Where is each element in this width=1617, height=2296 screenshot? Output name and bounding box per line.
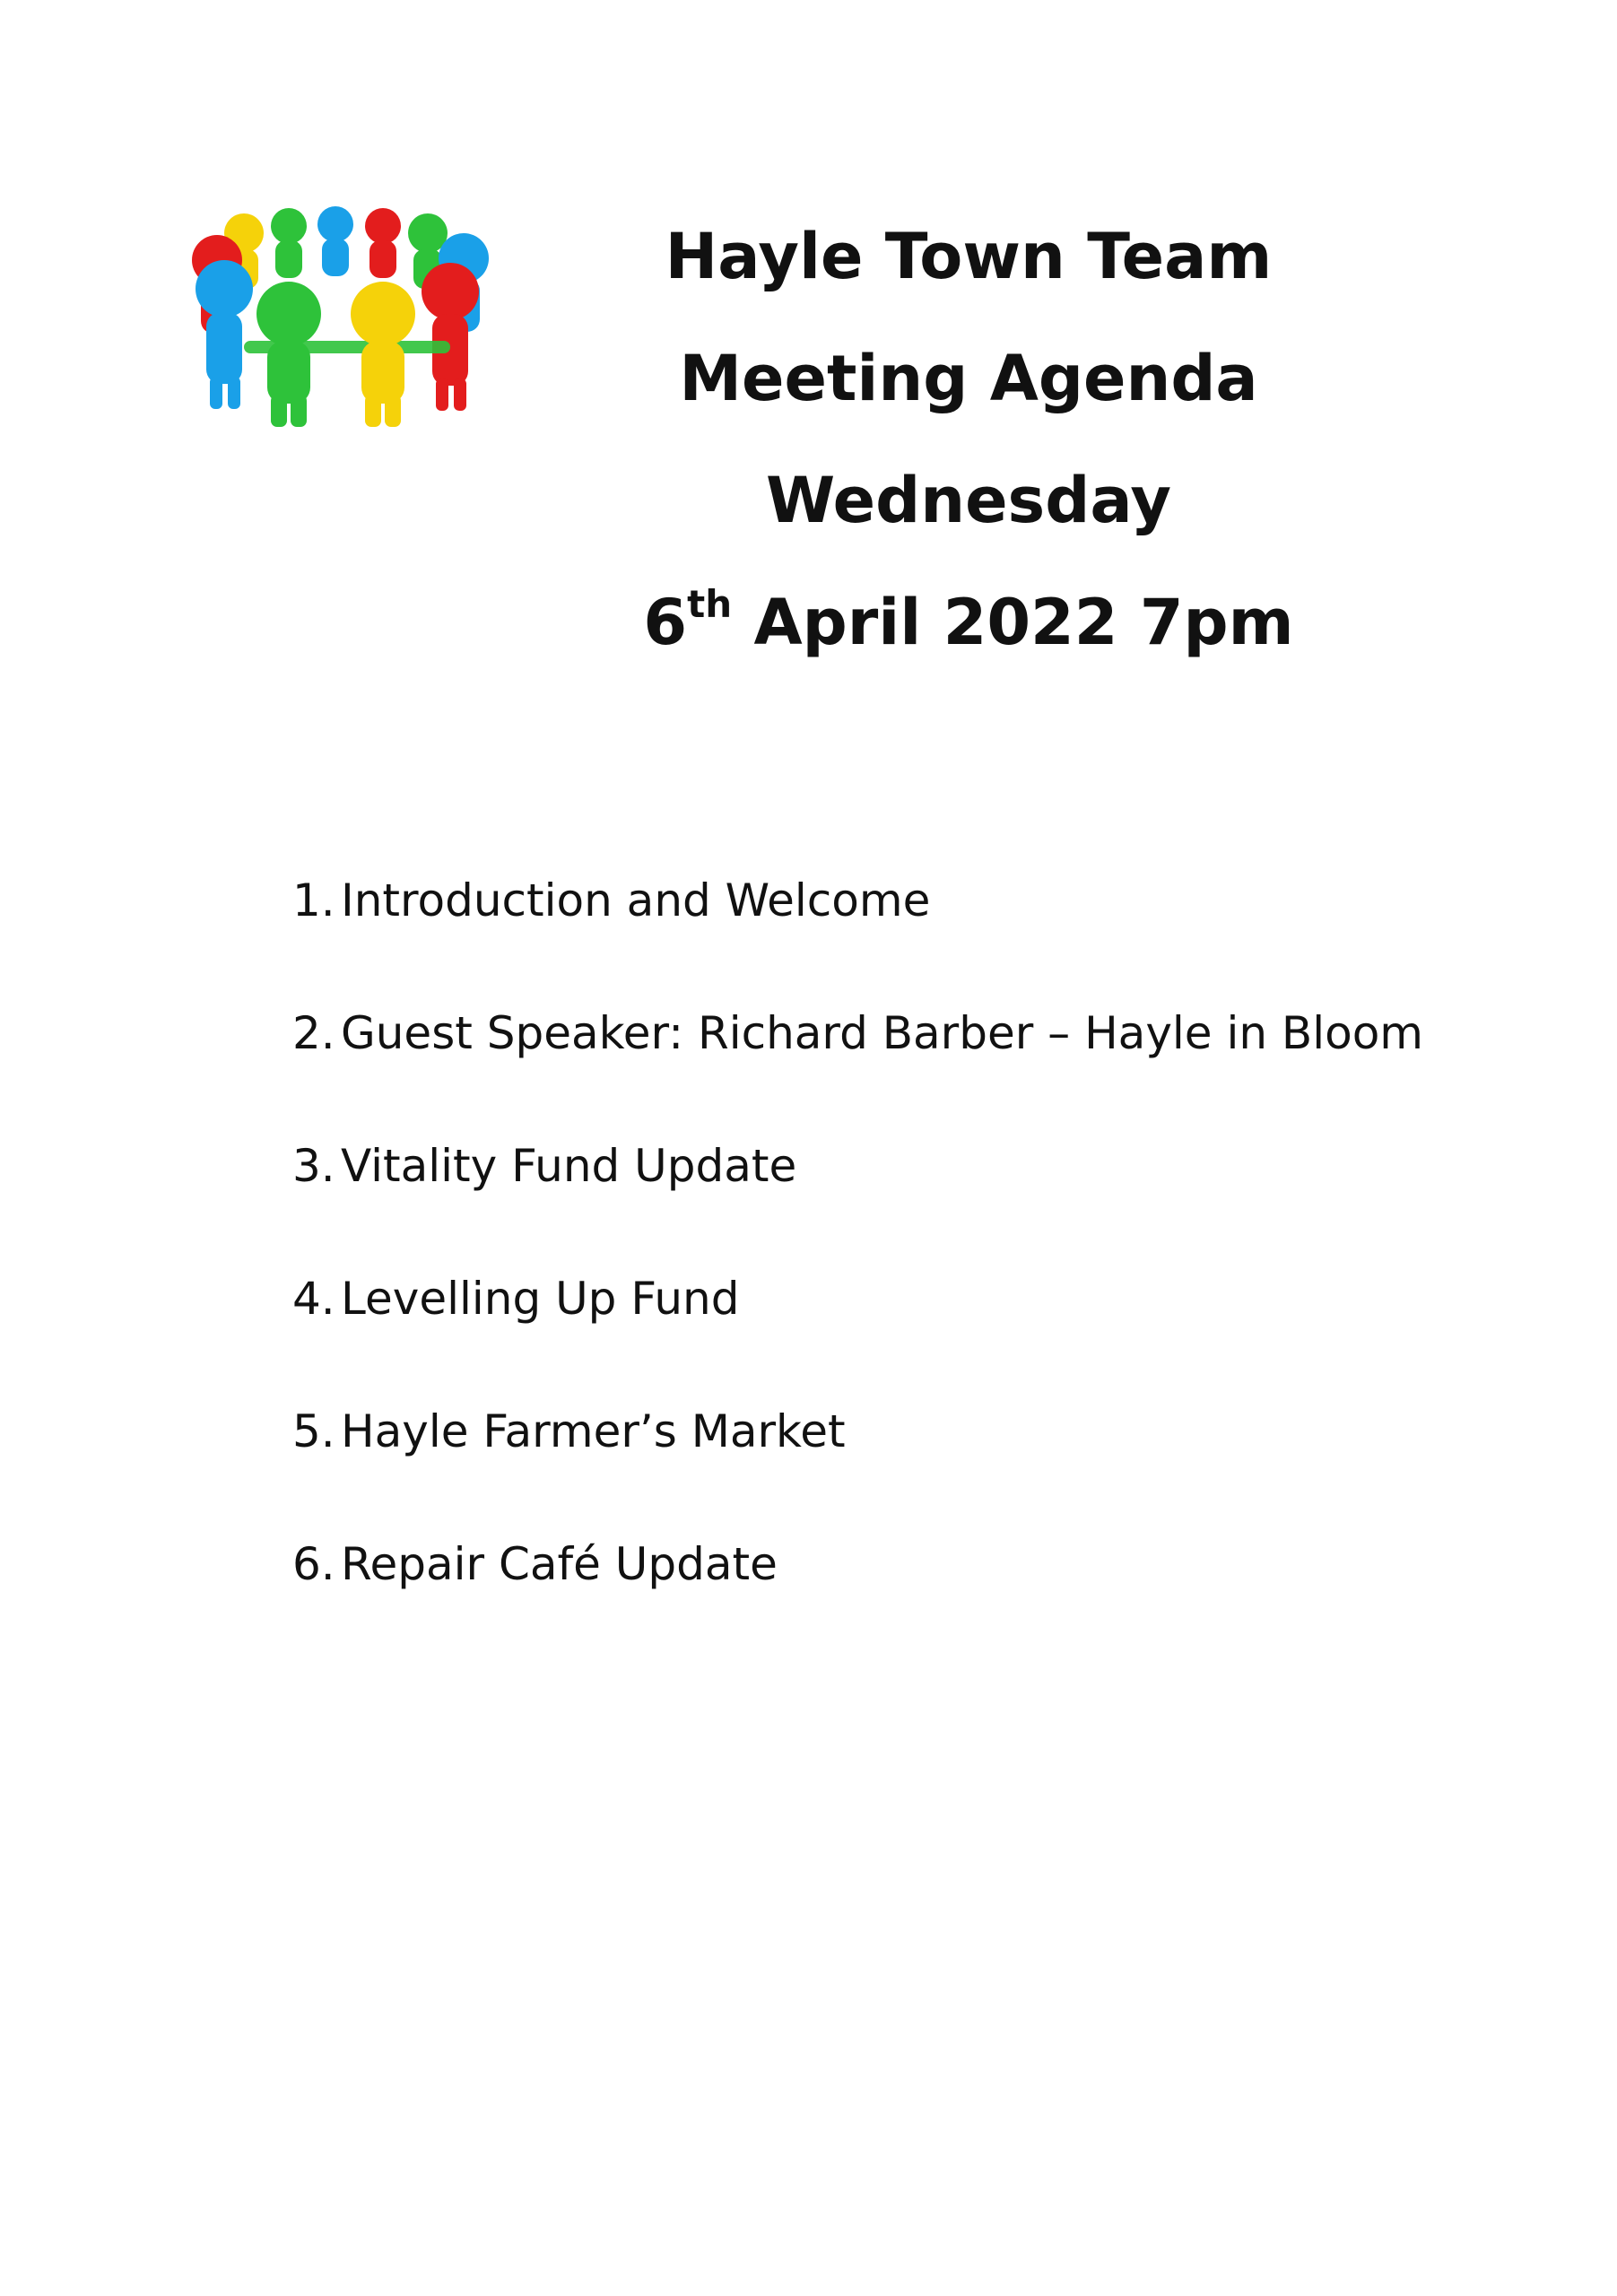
title-line-document: Meeting Agenda xyxy=(679,342,1258,415)
agenda-item xyxy=(292,1538,1548,1671)
agenda-item-number: 1. xyxy=(292,874,335,926)
agenda-item-number: 5. xyxy=(292,1405,335,1457)
date-rest: April 2022 7pm xyxy=(732,586,1294,659)
figure-front-yellow xyxy=(351,282,415,427)
agenda-item-text: Hayle Farmer’s Market xyxy=(341,1405,846,1457)
page-title xyxy=(628,196,1309,683)
people-circle-icon xyxy=(190,206,504,430)
agenda-item-number: 3. xyxy=(292,1140,335,1192)
figure-back-red xyxy=(365,208,401,278)
agenda-item-text: Repair Café Update xyxy=(341,1538,778,1590)
agenda-item xyxy=(292,1273,1548,1405)
figure-front-green xyxy=(256,282,321,427)
agenda-item xyxy=(292,874,1548,1007)
agenda-item-number: 4. xyxy=(292,1273,335,1325)
agenda-item-text: Guest Speaker: Richard Barber – Hayle in Bloom xyxy=(341,1007,1424,1059)
figure-back-blue xyxy=(317,206,353,276)
title-line-date xyxy=(628,561,1309,683)
figure-back-green xyxy=(271,208,307,278)
agenda-item-text: Introduction and Welcome xyxy=(341,874,931,926)
date-day: 6 xyxy=(643,586,688,659)
figure-left-blue xyxy=(196,260,253,409)
title-line-organisation: Hayle Town Team xyxy=(665,220,1273,293)
agenda-item-text: Vitality Fund Update xyxy=(341,1140,797,1192)
figure-right-red xyxy=(422,263,479,411)
agenda-item-number: 6. xyxy=(292,1538,335,1590)
title-line-weekday: Wednesday xyxy=(765,464,1172,537)
agenda-item-number: 2. xyxy=(292,1007,335,1059)
agenda-item xyxy=(292,1007,1548,1140)
date-suffix: th xyxy=(687,582,733,626)
agenda-item-text: Levelling Up Fund xyxy=(341,1273,740,1325)
agenda-list xyxy=(292,874,1548,1671)
agenda-item xyxy=(292,1140,1548,1273)
agenda-item xyxy=(292,1405,1548,1538)
